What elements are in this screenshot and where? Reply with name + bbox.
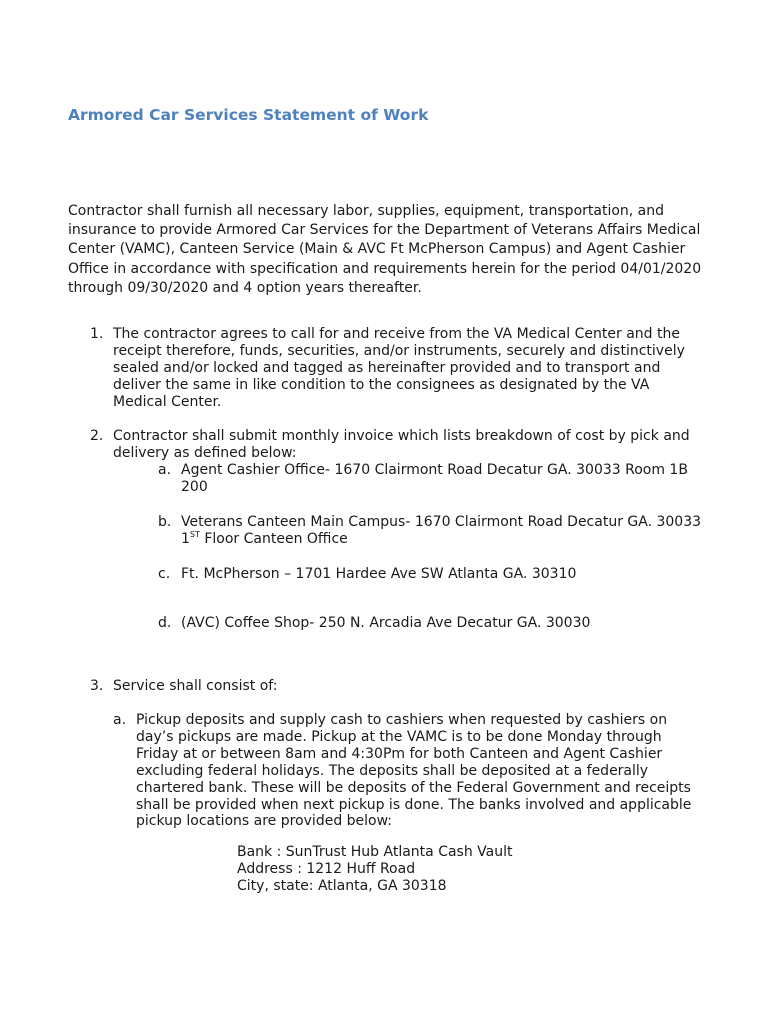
bank-info [237, 844, 512, 895]
bank-name: Bank : SunTrust Hub Atlanta Cash Vault [237, 844, 513, 860]
intro-paragraph [68, 202, 708, 298]
sub-item-text [136, 712, 691, 830]
sub-line [181, 531, 701, 548]
sub-line: (AVC) Coffee Shop- 250 N. Arcadia Ave Decatur GA. 30030 [181, 615, 591, 631]
sub-item-text [181, 514, 701, 548]
list-number: 2. [90, 428, 104, 444]
intro-line: Contractor shall furnish all necessary labor, supplies, equipment, transportation, and [68, 203, 665, 219]
sub-line: day’s pickups are made. Pickup at the VAMC is to be done Monday through [136, 728, 662, 745]
sub-letter: a. [113, 712, 127, 728]
sub-line: Friday at or between 8am and 4:30Pm for both Canteen and Agent Cashier [136, 745, 663, 762]
sub-item-text [181, 462, 688, 496]
list-number: 3. [90, 678, 104, 694]
sub-line: Agent Cashier Office- 1670 Clairmont Road Decatur GA. 30033 Room 1B [181, 462, 688, 478]
ordinal-suffix: ST [189, 529, 200, 539]
sub-line: excluding federal holidays. The deposits shall be deposited at a federally [136, 762, 649, 779]
intro-line: through 09/30/2020 and 4 option years thereafter. [68, 279, 422, 296]
sub-letter: a. [158, 462, 172, 478]
list-item-text [113, 326, 685, 411]
floor-rest: Floor Canteen Office [199, 530, 348, 547]
item-line: receipt therefore, funds, securities, and/or instruments, securely and distinctively [113, 342, 685, 359]
sub-line: Ft. McPherson – 1701 Hardee Ave SW Atlanta GA. 30310 [181, 566, 577, 582]
bank-address: Address : 1212 Huff Road [237, 860, 416, 877]
sub-line: pickup locations are provided below: [136, 813, 393, 830]
sub-line: chartered bank. These will be deposits of the Federal Government and receipts [136, 779, 691, 796]
intro-line: insurance to provide Armored Car Services for the Department of Veterans Affairs Medical [68, 222, 701, 239]
item-line: deliver the same in like condition to the consignees as designated by the VA [113, 376, 650, 393]
sub-letter: d. [158, 615, 172, 631]
document-title: Armored Car Services Statement of Work [68, 106, 429, 124]
item-line: delivery as defined below: [113, 444, 297, 461]
sub-line: 200 [181, 478, 208, 495]
sub-letter: b. [158, 514, 172, 530]
sub-line: Veterans Canteen Main Campus- 1670 Clairmont Road Decatur GA. 30033 [181, 514, 702, 530]
item-line: sealed and/or locked and tagged as hereinafter provided and to transport and [113, 359, 661, 376]
floor-number: 1 [181, 530, 190, 547]
item-line: Medical Center. [113, 393, 222, 410]
item-line: The contractor agrees to call for and receive from the VA Medical Center and the [113, 326, 680, 342]
sub-letter: c. [158, 566, 171, 582]
item-line: Contractor shall submit monthly invoice which lists breakdown of cost by pick and [113, 428, 690, 444]
item-line: Service shall consist of: [113, 678, 278, 694]
intro-line: Office in accordance with specification and requirements herein for the period 04/01/2020 [68, 260, 702, 277]
list-item-text [113, 428, 690, 462]
intro-line: Center (VAMC), Canteen Service (Main & AVC Ft McPherson Campus) and Agent Cashier [68, 241, 686, 258]
bank-city-state: City, state: Atlanta, GA 30318 [237, 877, 447, 894]
list-number: 1. [90, 326, 104, 342]
sub-line: shall be provided when next pickup is done. The banks involved and applicable [136, 796, 692, 813]
sub-line: Pickup deposits and supply cash to cashiers when requested by cashiers on [136, 712, 668, 728]
